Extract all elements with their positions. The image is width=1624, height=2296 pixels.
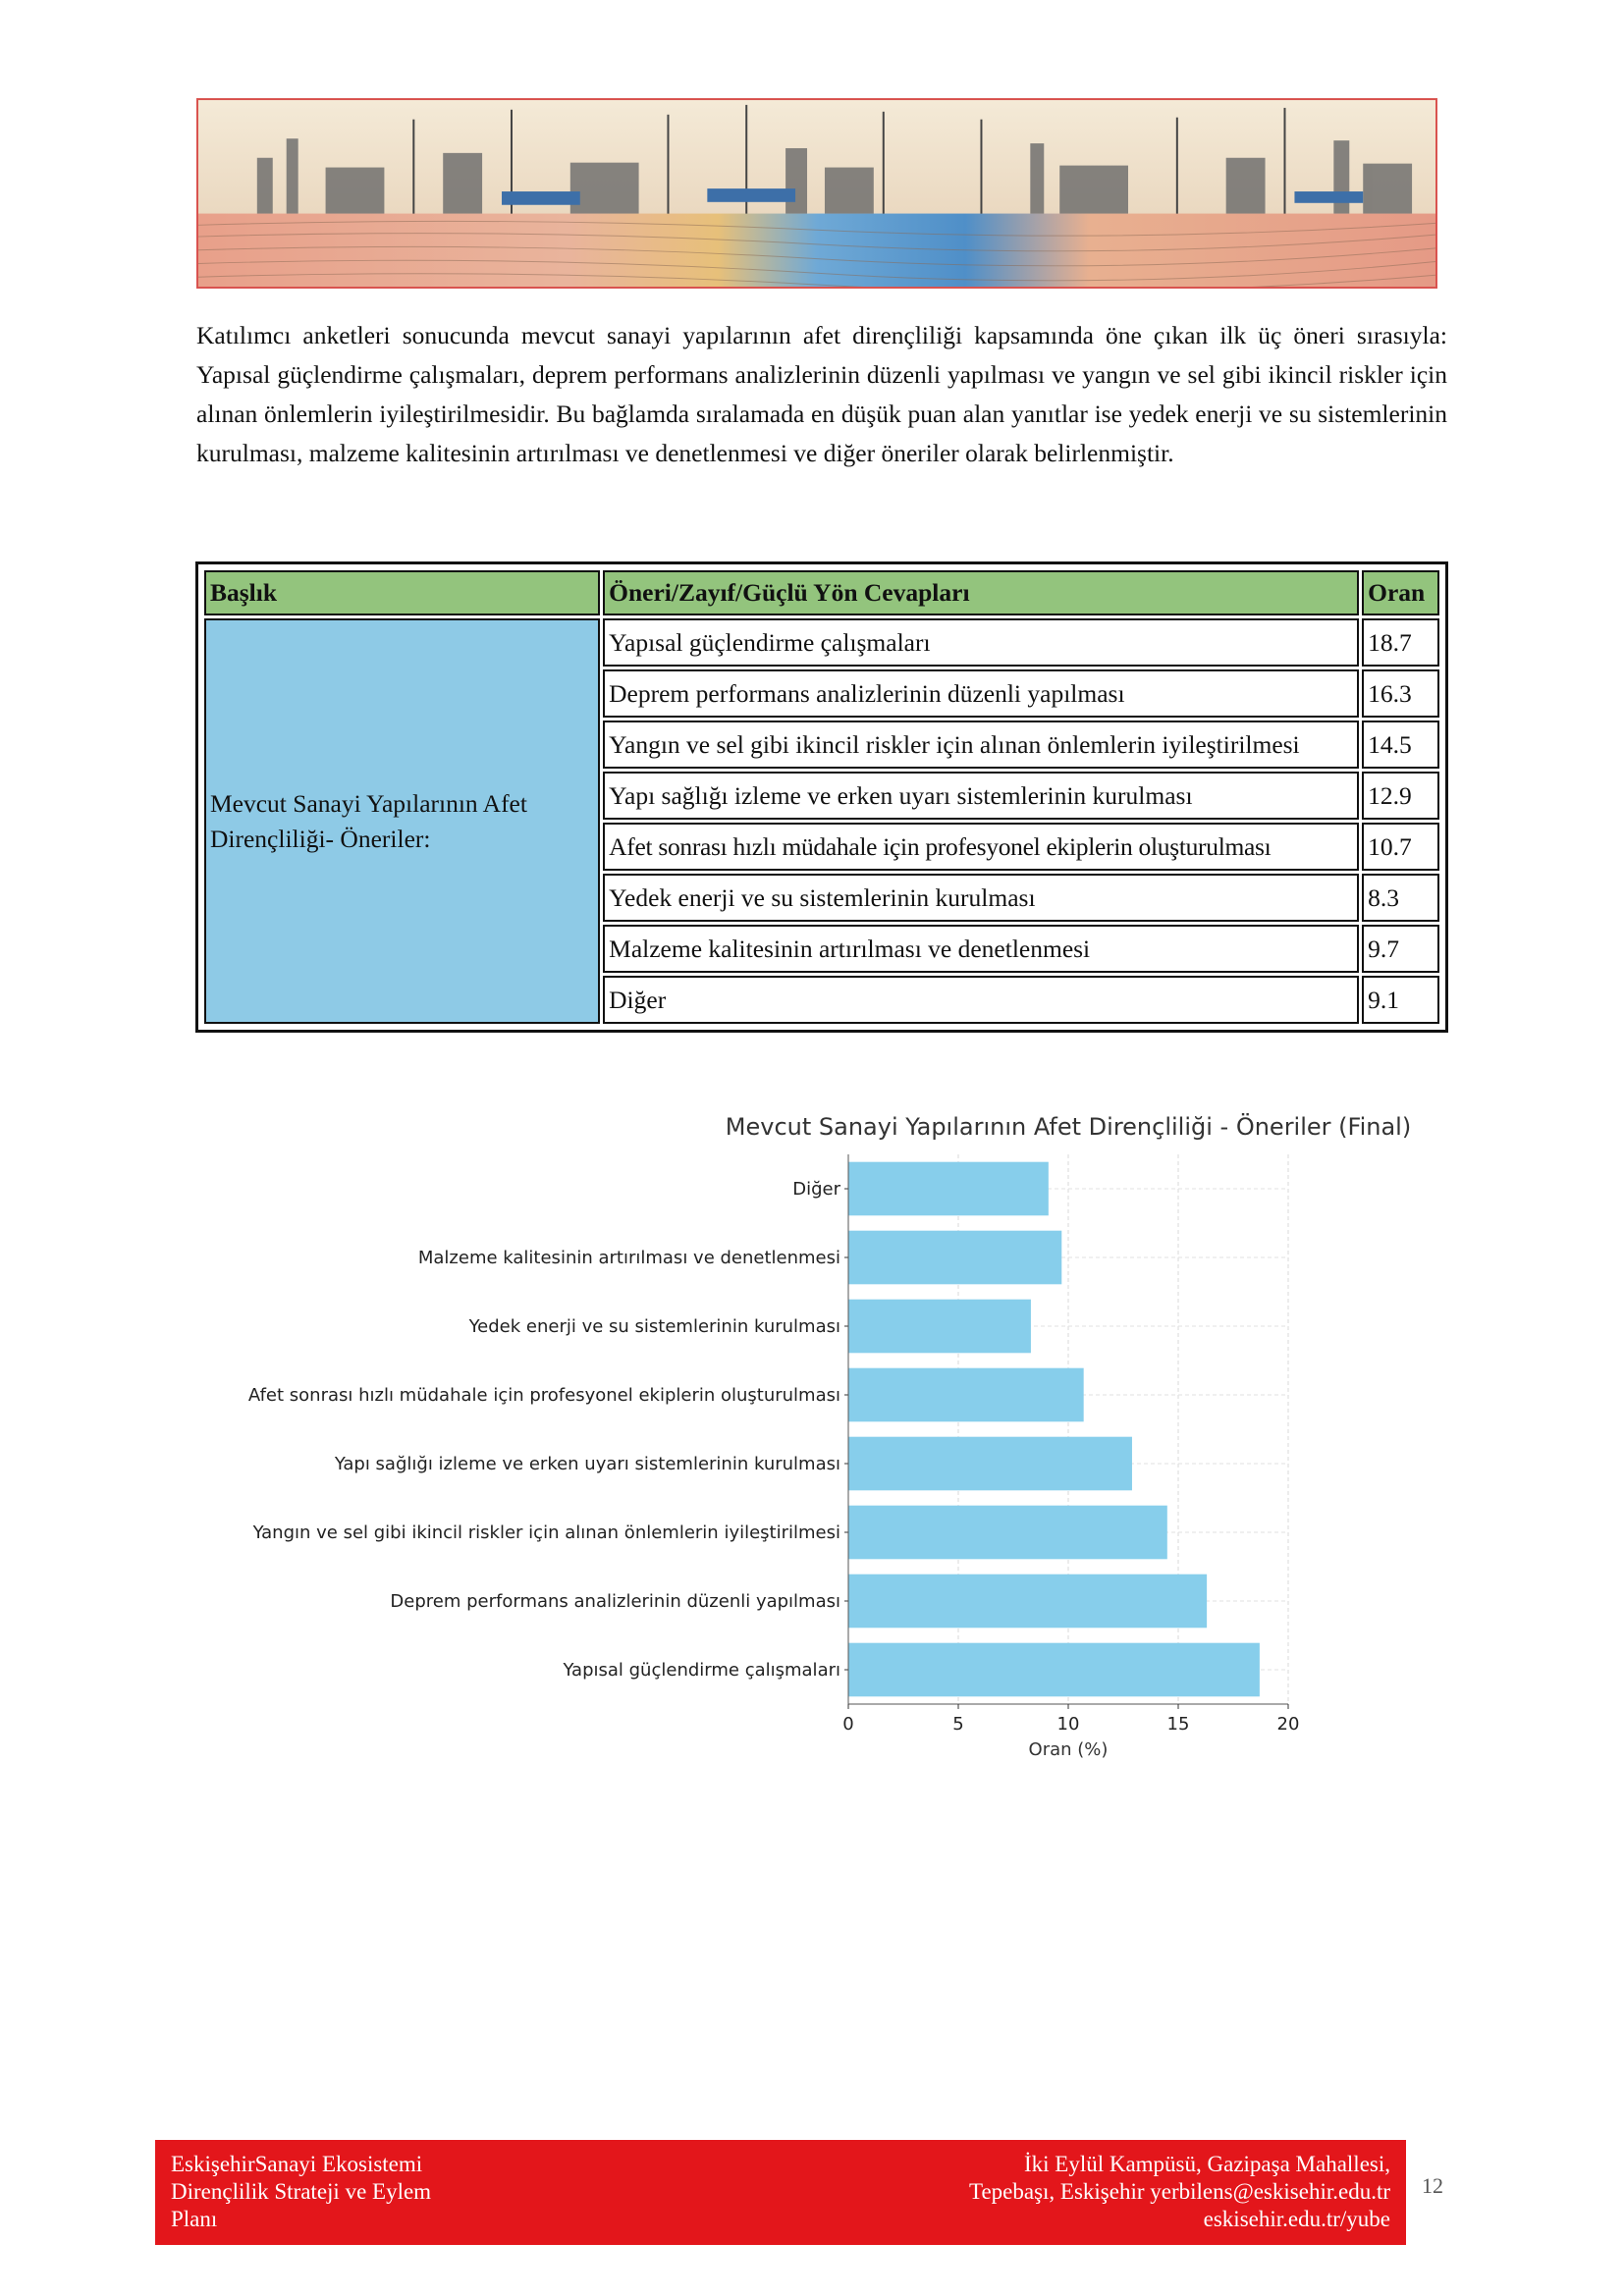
industrial-landscape-illustration [198,100,1435,287]
x-tick-label: 10 [1056,1714,1080,1735]
chart-title: Mevcut Sanayi Yapılarının Afet Dirençliliği - Öneriler (Final) [725,1113,1412,1141]
suggestions-table [201,567,1442,1027]
answer-cell: Yangın ve sel gibi ikincil riskler için alınan önlemlerin iyileştirilmesi [603,721,1359,769]
rate-cell: 9.7 [1362,925,1439,973]
rate-cell: 12.9 [1362,772,1439,820]
page-number: 12 [1422,2173,1443,2198]
x-tick-label: 0 [842,1714,854,1735]
header-answers: Öneri/Zayıf/Güçlü Yön Cevapları [603,570,1359,615]
table-header-row [204,570,1439,615]
y-tick-label: Malzeme kalitesinin artırılması ve denetlenmesi [417,1248,840,1268]
y-tick-label: Yapı sağlığı izleme ve erken uyarı sistemlerinin kurulması [334,1454,840,1474]
bar [848,1575,1207,1629]
intro-paragraph: Katılımcı anketleri sonucunda mevcut sanayi yapılarının afet dirençliliği kapsamında öne çıkan ilk üç öneri sırasıyla: Yapısal güçlendirme çalışmaları, deprem performans analizlerinin düzenli yapılması ve yangın ve sel gibi ikincil riskler için alınan önlemlerin iyileştirilmesidir. Bu bağlamda sıralamada en düşük puan alan yanıtlar ise yedek enerji ve su sistemlerinin kurulması, malzeme kalitesinin artırılması ve denetlenmesi ve diğer öneriler olarak belirlenmiştir. [196,321,1447,467]
rate-cell: 18.7 [1362,618,1439,667]
footer-left-line: Dirençlilik Strateji ve Eylem [171,2179,432,2204]
header-banner-illustration [196,98,1437,289]
rate-cell: 9.1 [1362,976,1439,1024]
rate-cell: 8.3 [1362,874,1439,922]
x-tick-label: 20 [1276,1714,1300,1735]
bar [848,1437,1132,1491]
bar-chart-container [196,1099,1453,1767]
footer-right-line: Tepebaşı, Eskişehir yerbilens@eskisehir.edu.tr [969,2179,1390,2204]
answer-cell: Yapısal güçlendirme çalışmaları [603,618,1359,667]
page-footer [155,2140,1406,2245]
y-tick-label: Yedek enerji ve su sistemlerinin kurulması [468,1316,840,1337]
rate-cell: 14.5 [1362,721,1439,769]
y-tick-label: Yapısal güçlendirme çalışmaları [563,1660,840,1681]
answer-cell: Yapı sağlığı izleme ve erken uyarı sistemlerinin kurulması [603,772,1359,820]
y-tick-label: Diğer [792,1179,840,1200]
horizontal-bar-chart [196,1099,1453,1767]
footer-right-line: İki Eylül Kampüsü, Gazipaşa Mahallesi, [1023,2152,1390,2176]
group-label-cell: Mevcut Sanayi Yapılarının Afet Dirençliliği- Öneriler: [204,618,600,1024]
y-tick-label: Afet sonrası hızlı müdahale için profesyonel ekiplerin oluşturulması [247,1385,840,1406]
footer-left-line: Planı [171,2207,218,2231]
answer-cell: Diğer [603,976,1359,1024]
header-title: Başlık [204,570,600,615]
bar [848,1368,1084,1422]
footer-left-line: EskişehirSanayi Ekosistemi [171,2152,423,2176]
x-tick-label: 15 [1166,1714,1190,1735]
y-tick-label: Yangın ve sel gibi ikincil riskler için alınan önlemlerin iyileştirilmesi [252,1522,840,1543]
bar [848,1300,1031,1354]
bar [848,1231,1061,1285]
footer-contact-info [880,2151,1390,2233]
table-row [204,618,1439,667]
answer-cell: Afet sonrası hızlı müdahale için profesyonel ekiplerin oluşturulması [603,823,1359,871]
suggestions-table-frame [195,561,1448,1033]
y-tick-label: Deprem performans analizlerinin düzenli yapılması [390,1591,840,1612]
answer-cell: Deprem performans analizlerinin düzenli yapılması [603,669,1359,718]
answer-cell: Yedek enerji ve su sistemlerinin kurulması [603,874,1359,922]
rate-cell: 16.3 [1362,669,1439,718]
x-tick-label: 5 [952,1714,964,1735]
answer-cell: Malzeme kalitesinin artırılması ve denetlenmesi [603,925,1359,973]
x-axis-label: Oran (%) [1028,1739,1109,1760]
bar [848,1643,1260,1697]
header-rate: Oran [1362,570,1439,615]
rate-cell: 10.7 [1362,823,1439,871]
bar [848,1162,1049,1216]
footer-right-line: eskisehir.edu.tr/yube [1203,2207,1390,2231]
bar [848,1506,1167,1560]
footer-document-title [171,2151,495,2233]
